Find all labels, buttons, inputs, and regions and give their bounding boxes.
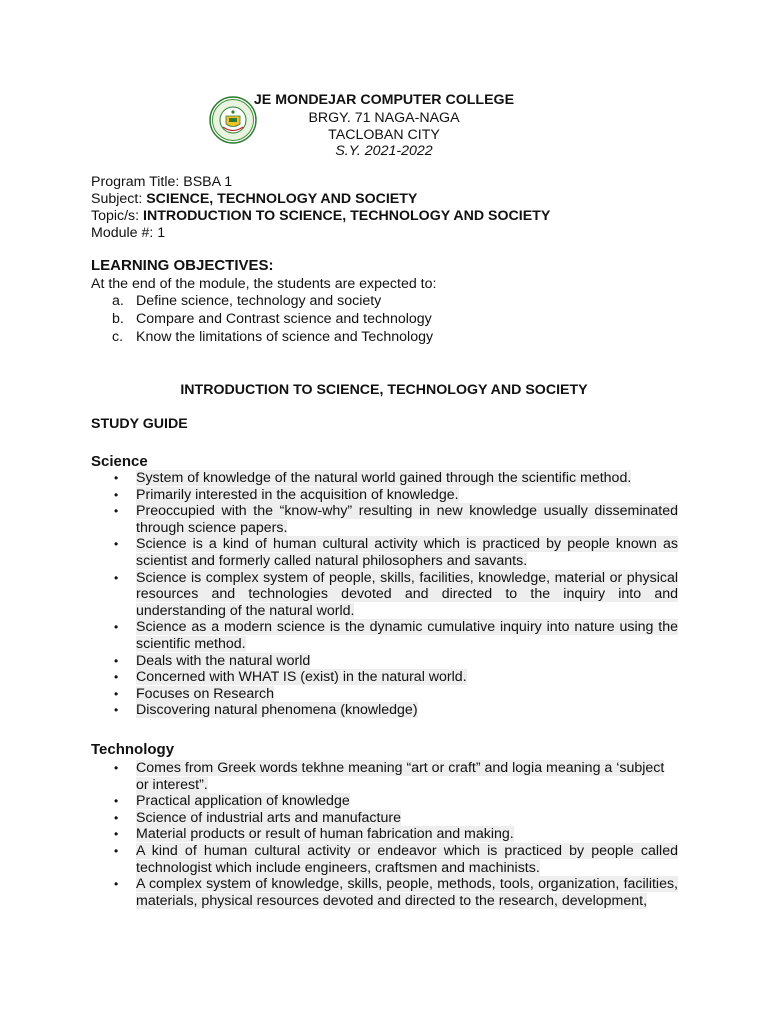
bullet-icon: •	[114, 810, 119, 825]
technology-item-text: A complex system of knowledge, skills, people, methods, tools, organization, facilities, materials, physical resources devoted and directed to the research, development,	[136, 876, 678, 909]
technology-list-item	[112, 843, 678, 876]
bullet-icon: •	[114, 487, 119, 502]
topic-value: INTRODUCTION TO SCIENCE, TECHNOLOGY AND SOCIETY	[143, 208, 551, 224]
technology-heading: Technology	[91, 741, 175, 758]
module-number-value: 1	[157, 225, 166, 241]
bullet-icon: •	[114, 703, 119, 718]
science-item-text: Science is complex system of people, skills, facilities, knowledge, material or physical resources and technologies devoted and directed to the inquiry into and understanding of the natural world.	[136, 569, 678, 619]
technology-item-text: Comes from Greek words tekhne meaning “art or craft” and logia meaning a ‘subject or interest”.	[136, 760, 665, 793]
technology-item-text: Practical application of knowledge	[136, 793, 350, 810]
program-title-value: BSBA 1	[183, 174, 233, 190]
objective-marker: c.	[112, 329, 124, 345]
science-list	[112, 470, 678, 719]
science-list-item	[112, 503, 678, 536]
science-item-text: Focuses on Research	[136, 685, 275, 702]
technology-list-item	[112, 826, 678, 843]
bullet-icon: •	[114, 653, 119, 668]
college-address: BRGY. 71 NAGA-NAGA	[308, 110, 460, 126]
science-heading: Science	[91, 453, 148, 470]
science-list-item	[112, 536, 678, 569]
subject-label: Subject:	[91, 191, 147, 207]
objective-text: Know the limitations of science and Technology	[136, 329, 434, 345]
technology-item-text: A kind of human cultural activity or endeavor which is practiced by people called technologist which include engineers, craftsmen and machinists.	[136, 842, 678, 876]
bullet-icon: •	[114, 670, 119, 685]
science-item-text: Primarily interested in the acquisition of knowledge.	[136, 486, 459, 503]
topic-label: Topic/s:	[91, 208, 144, 224]
science-item-text: Science is a kind of human cultural activity which is practiced by people known as scientist and formerly called natural philosophers and savants.	[136, 536, 678, 569]
objective-marker: a.	[112, 293, 124, 309]
technology-item-text: Material products or result of human fabrication and making.	[136, 826, 514, 843]
main-title: INTRODUCTION TO SCIENCE, TECHNOLOGY AND SOCIETY	[180, 382, 588, 398]
college-name: JE MONDEJAR COMPUTER COLLEGE	[253, 92, 515, 108]
science-list-item	[112, 570, 678, 620]
science-list-item	[112, 619, 678, 652]
module-info	[91, 174, 691, 242]
science-item-text: Discovering natural phenomena (knowledge)	[136, 702, 418, 719]
technology-list-item	[112, 810, 678, 827]
objective-item	[112, 293, 612, 311]
bullet-icon: •	[114, 570, 119, 585]
college-city: TACLOBAN CITY	[328, 127, 440, 143]
program-title-row	[91, 174, 691, 191]
objective-item	[112, 329, 612, 347]
technology-list-item	[112, 760, 678, 793]
bullet-icon: •	[114, 843, 119, 858]
bullet-icon: •	[114, 686, 119, 701]
bullet-icon: •	[114, 827, 119, 842]
bullet-icon: •	[114, 471, 119, 485]
technology-item-text: Science of industrial arts and manufacture	[136, 809, 401, 826]
science-list-item	[112, 686, 678, 703]
objective-text: Compare and Contrast science and technology	[136, 311, 432, 327]
bullet-icon: •	[114, 761, 119, 775]
bullet-icon: •	[114, 877, 119, 892]
program-title-label: Program Title:	[91, 174, 184, 190]
science-item-text: Preoccupied with the “know-why” resulting in new knowledge usually disseminated through science papers.	[136, 503, 678, 536]
bullet-icon: •	[114, 504, 119, 519]
bullet-icon: •	[114, 794, 119, 809]
science-item-text: Science as a modern science is the dynamic cumulative inquiry into nature using the scientific method.	[136, 619, 678, 652]
science-item-text: System of knowledge of the natural world gained through the scientific method.	[136, 470, 632, 486]
bullet-icon: •	[114, 537, 119, 552]
science-list-item	[112, 702, 678, 719]
objective-item	[112, 311, 612, 329]
science-list-item	[112, 669, 678, 686]
learning-objectives-intro: At the end of the module, the students are expected to:	[91, 276, 437, 292]
learning-objectives-heading: LEARNING OBJECTIVES:	[91, 257, 274, 274]
science-list-item	[112, 653, 678, 670]
bullet-icon: •	[114, 620, 119, 635]
science-item-text: Deals with the natural world	[136, 652, 311, 669]
science-list-item	[112, 470, 678, 487]
module-number-label: Module #:	[91, 225, 158, 241]
subject-value: SCIENCE, TECHNOLOGY AND SOCIETY	[146, 191, 418, 207]
technology-list-item	[112, 876, 678, 909]
study-guide-heading: STUDY GUIDE	[91, 416, 188, 432]
objective-marker: b.	[112, 311, 124, 327]
objective-text: Define science, technology and society	[136, 293, 382, 309]
module-number-row	[91, 225, 691, 242]
learning-objectives-list	[112, 293, 612, 347]
school-year: S.Y. 2021-2022	[335, 143, 433, 159]
subject-row	[91, 191, 691, 208]
technology-list-item	[112, 793, 678, 810]
science-list-item	[112, 487, 678, 504]
technology-list	[112, 760, 678, 909]
science-item-text: Concerned with WHAT IS (exist) in the natural world.	[136, 669, 467, 686]
topic-row	[91, 208, 691, 225]
